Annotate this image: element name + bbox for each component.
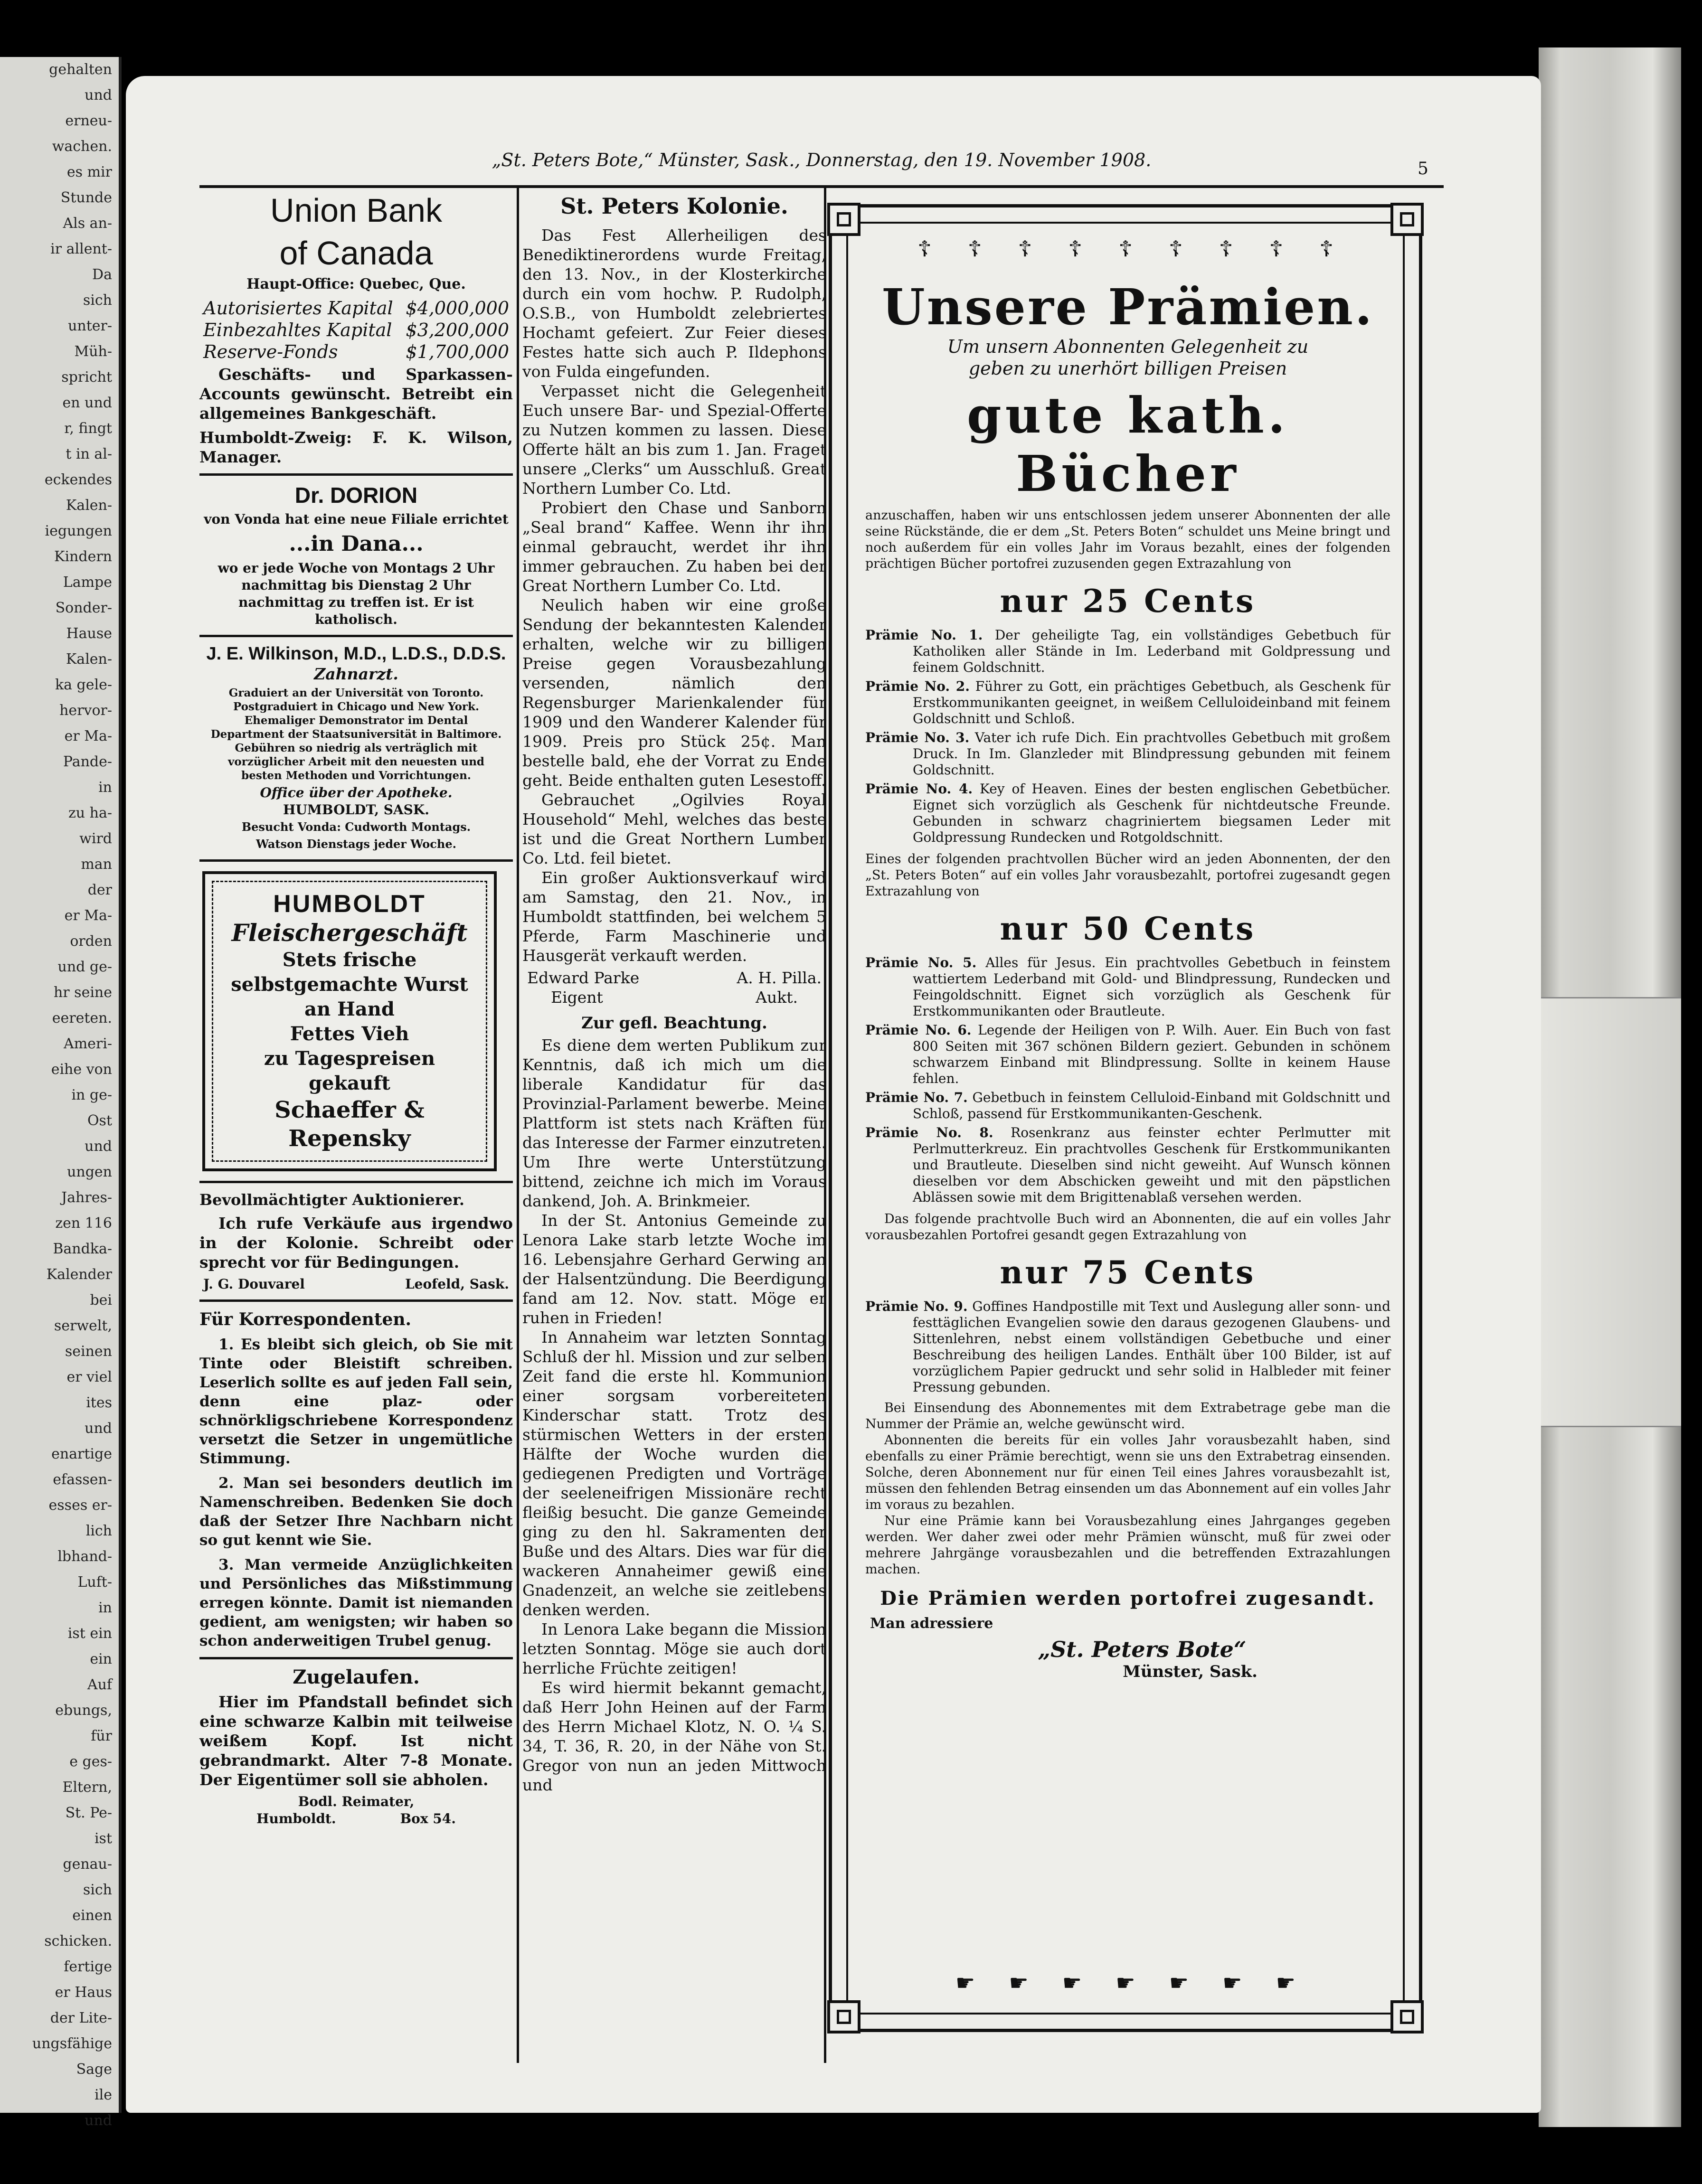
left-page-text-fragment: Müh-	[74, 343, 112, 360]
divider	[199, 1657, 513, 1659]
left-page-text-fragment: und	[85, 1420, 112, 1437]
correspondents-item: 2. Man sei besonders deutlich im Namenschreiben. Bedenken Sie doch daß der Setzer Ihre Nachbarn nicht so gut kennt wie Sie.	[199, 1475, 513, 1549]
price-50: nur 50 Cents	[1000, 910, 1256, 947]
dorion-line1: von Vonda hat eine neue Filiale errichtet	[204, 511, 509, 527]
notice-paragraph: In der St. Antonius Gemeinde zu Lenora Lake starb letzte Woche im 16. Lebensjahre Gerhard Gerwing an der Halsentzündung. Die Beerdigung fand am 12. Nov. statt. Möge er ruhen in Frieden!	[522, 1211, 826, 1327]
left-page-text-fragment: orden	[70, 933, 112, 950]
sign-right-name: A. H. Pilla.	[737, 969, 822, 987]
butcher-line: zu Tagespreisen	[264, 1047, 435, 1070]
bank-capital-row	[199, 297, 513, 319]
left-page-text-fragment: wachen.	[52, 138, 112, 155]
left-page-text-fragment: und	[85, 2112, 112, 2129]
left-page-text-fragment: wird	[79, 830, 112, 847]
notice-paragraph: In Lenora Lake begann die Mission letzten Sonntag. Möge sie auch dort herrliche Früchte zeitigen!	[522, 1620, 826, 1677]
left-page-text-fragment: schicken.	[44, 1933, 112, 1949]
ad-closing: Nur eine Prämie kann bei Vorausbezahlung eines Jahrganges gegeben werden. Wer daher zwei oder mehr Prämien wünscht, muß für zwei oder mehrere Jahrgänge vorausbezahlen und die betreffenden Extrazahlungen machen.	[865, 1514, 1390, 1577]
dorion-in-dana: ...in Dana...	[289, 532, 424, 556]
left-page-text-fragment: ka gele-	[55, 677, 112, 693]
right-page-edge	[1539, 47, 1681, 2127]
premium-label: Prämie No. 9.	[865, 1299, 968, 1314]
left-page-fragment	[0, 57, 122, 2129]
notice-title: Zur gefl. Beachtung.	[581, 1014, 767, 1033]
left-page-text-fragment: Kalender	[46, 1266, 112, 1283]
wilkinson-text: Graduiert an der Universität von Toronto. Postgraduiert in Chicago und New York. Ehemaliger Demonstrator im Dental Department der Staatsuniversität in Baltimore. Gebühren so niedrig als verträglich mit vorzüglicher Arbeit mit den neuesten und besten Methoden und Vorrichtungen.	[210, 687, 502, 782]
left-page-text-fragment: lbhand-	[57, 1548, 112, 1565]
cross-icon: ☦	[1269, 236, 1284, 262]
cross-icon: ☦	[1018, 236, 1032, 262]
left-page-text-fragment: Jahres-	[61, 1189, 112, 1206]
left-page-text-fragment: iegungen	[45, 523, 112, 539]
bank-name-line1: Union Bank	[270, 192, 442, 229]
premium-ad	[829, 204, 1422, 2032]
left-page-text-fragment: ir allent-	[50, 241, 112, 257]
page-number: 5	[1418, 159, 1428, 179]
left-page-text-fragment: sich	[83, 1882, 112, 1898]
premium-text: Vater ich rufe Dich. Ein prachtvolles Gebetbuch mit großem Druck. In Im. Glanzleder mit Blindpressung gebunden mit feinem Goldschnitt.	[913, 730, 1391, 778]
price-75: nur 75 Cents	[1000, 1254, 1256, 1291]
left-page-text-fragment: seinen	[65, 1343, 112, 1360]
news-paragraph: Probiert den Chase und Sanborn „Seal brand“ Kaffee. Wenn ihr ihn einmal gebraucht, werdet ihr ihn immer gebrauchen. Zu haben bei der Great Northern Lumber Co. Ltd.	[522, 499, 826, 595]
wilkinson-office: Office über der Apotheke.	[260, 785, 453, 800]
left-page-text-fragment: hervor-	[59, 702, 112, 719]
auction-sign-roles	[522, 988, 826, 1007]
premium-item	[865, 1125, 1390, 1205]
left-page-text-fragment: zu ha-	[68, 805, 112, 821]
left-page-text-fragment: Luft-	[77, 1574, 112, 1591]
left-page-text-fragment: und	[85, 87, 112, 104]
premium-text: Gebetbuch in feinstem Celluloid-Einband mit Goldschnitt und Schloß, passend für Erstkommunikanten-Geschenk.	[913, 1090, 1390, 1121]
page-fold	[1524, 997, 1681, 1427]
notice-paragraph: Es wird hiermit bekannt gemacht, daß Herr John Heinen auf der Farm des Herrn Michael Klotz, N. O. ¼ S. 34, T. 36, R. 20, in der Nähe von St. Gregor von nun an jeden Mittwoch und	[522, 1678, 826, 1794]
butcher-title: HUMBOLDT	[273, 890, 426, 918]
premium-label: Prämie No. 5.	[865, 955, 977, 970]
left-page-text-fragment: r, fingt	[64, 420, 112, 437]
left-page-text-fragment: Kalen-	[66, 651, 112, 668]
correspondents-title: Für Korrespondenten.	[199, 1309, 412, 1329]
cross-icon: ☦	[1168, 236, 1183, 262]
capital-label: Reserve-Fonds	[203, 341, 338, 362]
colony-title: St. Peters Kolonie.	[560, 193, 788, 219]
premium-ad-content	[865, 279, 1390, 1681]
premium-item	[865, 730, 1390, 778]
left-page-text-fragment: Da	[92, 266, 112, 283]
left-page-text-fragment: enartige	[51, 1446, 112, 1462]
page-header: „St. Peters Bote,“ Münster, Sask., Donnerstag, den 19. November 1908.	[492, 150, 1152, 170]
left-page-text-fragment: efassen-	[53, 1471, 112, 1488]
premium-text: Der geheiligte Tag, ein vollständiges Gebetbuch für Katholiken aller Stände in Im. Lederband mit Goldpressung und feinem Goldschnitt.	[913, 627, 1391, 675]
premium-label: Prämie No. 4.	[865, 781, 973, 797]
stray-signer: Bodl. Reimater,	[298, 1794, 415, 1809]
wilkinson-subtitle: Zahnarzt.	[314, 665, 398, 683]
left-page-text-fragment: en und	[62, 395, 112, 411]
auctioneer-name: J. G. Douvarel	[203, 1276, 305, 1292]
left-page-text-fragment: erneu-	[65, 113, 112, 129]
left-page-text-fragment: Sage	[76, 2061, 112, 2078]
stray-sign-row	[199, 1810, 513, 1827]
capital-value: $1,700,000	[406, 341, 509, 362]
price-25: nur 25 Cents	[1000, 583, 1256, 620]
left-page-text-fragment: der	[87, 882, 112, 898]
hand-icon: ☛	[1062, 1970, 1082, 1996]
ornament-row-top	[917, 236, 1333, 262]
premium-item	[865, 1090, 1390, 1122]
premium-text: Führer zu Gott, ein prächtiges Gebetbuch, als Geschenk für Erstkommunikanten geeignet, in weißem Celluloideinband mit feinem Goldschnitt und Schloß.	[913, 678, 1391, 726]
premium-text: Legende der Heiligen von P. Wilh. Auer. Ein Buch von fast 800 Seiten mit 367 schönen Bildern geziert. Gebunden in schönem schwarzem Einband mit Blindpressung. Sollte in keinem Hause fehlen.	[913, 1022, 1391, 1086]
left-page-text-fragment: ungen	[67, 1164, 112, 1180]
left-page-text-fragment: zen 116	[55, 1215, 112, 1232]
ad-corner-ornament	[827, 203, 860, 236]
left-page-text-fragment: Ameri-	[64, 1036, 112, 1052]
left-page-text-fragment: eihe von	[51, 1061, 112, 1078]
sign-left-name: Edward Parke	[527, 969, 640, 987]
left-page-text-fragment: ile	[95, 2087, 112, 2103]
ad-corner-ornament	[1390, 2000, 1424, 2033]
ad-title: Unsere Prämien.	[881, 278, 1374, 336]
divider	[199, 1299, 513, 1302]
auctioneer-text: Ich rufe Verkäufe aus irgendwo in der Kolonie. Schreibt oder sprecht vor für Bedingungen.	[199, 1214, 513, 1271]
premium-item	[865, 1299, 1390, 1395]
left-page-text-fragment: der Lite-	[50, 2010, 112, 2026]
left-page-text-fragment: ungsfähige	[32, 2035, 112, 2052]
stray-title: Zugelaufen.	[293, 1666, 420, 1688]
dorion-title: Dr. DORION	[294, 483, 418, 508]
ad-text-75: Das folgende prachtvolle Buch wird an Abonnenten, die auf ein volles Jahr vorausbezahlen Portofrei gesandt gegen Extrazahlung von	[865, 1212, 1390, 1243]
left-page-text-fragment: serwelt,	[54, 1318, 112, 1334]
correspondents-item: 3. Man vermeide Anzüglichkeiten und Persönliches das Mißstimmung erregen könnte. Damit ist niemanden gedient, am wenigsten; wir haben so schon anderweitigen Trubel genug.	[199, 1556, 513, 1649]
premium-item	[865, 781, 1390, 846]
left-page-text-fragment: Pande-	[63, 753, 112, 770]
column-1	[199, 188, 513, 1827]
left-page-text-fragment: Stunde	[60, 189, 112, 206]
column-rule-1	[517, 188, 519, 2063]
divider	[199, 635, 513, 637]
premium-item	[865, 678, 1390, 727]
divider	[199, 1181, 513, 1183]
stray-text: Hier im Pfandstall befindet sich eine schwarze Kalbin mit teilweise weißem Kopf. Ist nicht gebrandmarkt. Alter 7-8 Monate. Der Eigentümer soll sie abholen.	[199, 1693, 513, 1789]
left-page-text-fragment: in	[98, 1600, 112, 1616]
correspondents-item: 1. Es bleibt sich gleich, ob Sie mit Tinte oder Bleistift schreiben. Leserlich sollte es auf jeden Fall sein, denn eine plaz- oder schnörkligschriebene Korrespondenz versetzt die Setzer in ungemütliche Stimmung.	[199, 1336, 513, 1467]
ad-closing: Bei Einsendung des Abonnementes mit dem Extrabetrage gebe man die Nummer der Prämie an, welche gewünscht wird.	[865, 1401, 1390, 1431]
cross-icon: ☦	[967, 236, 982, 262]
left-page-text-fragment: in	[98, 779, 112, 796]
bank-capital-row	[199, 341, 513, 363]
premium-text: Key of Heaven. Eines der besten englischen Gebetbücher. Eignet sich vorzüglich als Geschenk für nichtdeutsche Freunde. Gebunden in schwarz chagriniertem biegsamen Leder mit Goldpressung Rundecken und Rotgoldschnitt.	[913, 781, 1391, 845]
ad-books-headline: gute kath. Bücher	[966, 386, 1289, 503]
notice-paragraph: In Annaheim war letzten Sonntag Schluß der hl. Mission und zur selben Zeit fand die erste hl. Kommunion einer sorgsam vorbereiteten Kinderschar statt. Trotz des stürmischen Wetters in der ersten Hälfte der Woche wurden die gediegenen Predigten und Vorträge der seeleneifrigen Missionäre recht fleißig besucht. Die ganze Gemeinde ging zu den hl. Sakramenten der Buße und des Altars. Dies war für die wackeren Annaheimer gewiß eine Gnadenzeit, an welche sie zeitlebens denken werden.	[522, 1328, 826, 1619]
hand-icon: ☛	[1116, 1970, 1135, 1996]
hand-icon: ☛	[955, 1970, 975, 1996]
left-page-text-fragment: eckendes	[44, 471, 112, 488]
left-page-text-fragment: und ge-	[57, 959, 112, 975]
sign-right-role: Aukt.	[756, 988, 798, 1007]
auctioneer-place: Leofeld, Sask.	[405, 1276, 509, 1292]
capital-label: Autorisiertes Kapital	[203, 298, 393, 319]
auction-sign-names	[522, 968, 826, 988]
news-paragraph: Ein großer Auktionsverkauf wird am Samstag, den 21. Nov., in Humboldt stattfinden, bei welchem 5 Pferde, Farm Maschinerie und Hausgerät verkauft werden.	[522, 868, 826, 965]
butcher-line: gekauft	[309, 1072, 390, 1094]
left-page-text-fragment: er Ma-	[64, 728, 112, 744]
bank-head-office: Haupt-Office: Quebec, Que.	[246, 276, 466, 292]
butcher-line: selbstgemachte Wurst	[231, 973, 468, 996]
auctioneer-title: Bevollmächtigter Auktionierer.	[199, 1191, 465, 1209]
wilkinson-title: J. E. Wilkinson, M.D., L.D.S., D.D.S.	[206, 644, 506, 664]
left-page-text-fragment: ites	[86, 1394, 112, 1411]
ad-corner-ornament	[1390, 203, 1424, 236]
ad-address-place: Münster, Sask.	[1123, 1662, 1258, 1681]
bank-name-line2: of Canada	[279, 235, 433, 272]
left-page-text-fragment: fertige	[64, 1958, 112, 1975]
left-page-text-fragment: und	[85, 1138, 112, 1155]
left-page-text-fragment: Als an-	[63, 215, 112, 232]
ad-address-label: Man adressiere	[870, 1615, 993, 1632]
news-paragraph: Gebrauchet „Ogilvies Royal Household“ Mehl, welches das beste ist und die Great Northern Lumber Co. Ltd. feil bietet.	[522, 791, 826, 867]
left-page-text-fragment: eereten.	[52, 1010, 112, 1026]
premium-label: Prämie No. 1.	[865, 627, 983, 643]
ad-corner-ornament	[827, 2000, 860, 2033]
cross-icon: ☦	[917, 236, 932, 262]
bank-capital-row	[199, 319, 513, 341]
premium-label: Prämie No. 2.	[865, 678, 970, 694]
left-page-text-fragment: Lampe	[63, 574, 112, 591]
left-page-text-fragment: Ost	[87, 1112, 112, 1129]
ad-middle-text: Eines der folgenden prachtvollen Bücher wird an jeden Abonnenten, der den „St. Peters Boten“ auf ein volles Jahr vorausbezahlt, portofrei zugesandt gegen Extrazahlung von	[865, 852, 1390, 899]
sign-left-role: Eigent	[551, 988, 603, 1007]
premium-item	[865, 1022, 1390, 1087]
left-page-text-fragment: einen	[72, 1907, 112, 1924]
left-page-text-fragment: Bandka-	[53, 1241, 112, 1257]
left-page-text-fragment: e ges-	[69, 1753, 112, 1770]
ornament-row-bottom	[955, 1970, 1295, 1996]
butcher-ad	[202, 871, 497, 1171]
premium-label: Prämie No. 7.	[865, 1090, 968, 1105]
premium-item	[865, 627, 1390, 676]
auctioneer-sign	[199, 1276, 513, 1293]
ad-closing: Abonnenten die bereits für ein volles Jahr vorausbezahlt haben, sind ebenfalls zu einer Prämie berechtigt, wenn sie uns den Extrabetrag einsenden. Solche, deren Abonnement nur für einen Teil eines Jahres vorausbezahlt ist, müssen den fehlenden Betrag einsenden um das Abonnement auf ein volles Jahr im voraus zu bezahlen.	[865, 1433, 1390, 1512]
left-page-text-fragment: man	[81, 856, 112, 873]
left-page-text-fragment: ebungs,	[55, 1702, 112, 1719]
premium-label: Prämie No. 6.	[865, 1022, 972, 1038]
cross-icon: ☦	[1068, 236, 1083, 262]
divider	[199, 859, 513, 862]
hand-icon: ☛	[1169, 1970, 1189, 1996]
premium-text: Rosenkranz aus feinster echter Perlmutter mit Perlmutterkreuz. Ein prachtvolles Geschenk für Erstkommunikanten und Brautleute. Dieselben sind nicht geweiht. Auf Wunsch können dieselben vor dem Abschicken geweiht und mit den päpstlichen Ablässen sowie mit dem Brigittenablaß versehen werden.	[913, 1125, 1391, 1205]
ad-address-name: „St. Peters Bote“	[1038, 1637, 1247, 1662]
bank-capital-table	[199, 297, 513, 363]
left-page-text-fragment: genau-	[63, 1856, 112, 1873]
left-page-text-fragment: gehalten	[49, 61, 112, 78]
left-page-text-fragment: bei	[90, 1292, 112, 1309]
divider	[199, 473, 513, 476]
capital-value: $3,200,000	[406, 320, 509, 340]
left-page-text-fragment: unter-	[68, 318, 112, 334]
hand-icon: ☛	[1222, 1970, 1242, 1996]
ad-intro: anzuschaffen, haben wir uns entschlossen jedem unserer Abonnenten der alle seine Rückstände, die er dem „St. Peters Boten“ schuldet uns Meine bringt und noch außerdem für ein volles Jahr im Voraus bezahlt, eines der folgenden prächtigen Bücher portofrei zuzusenden gegen Extrazahlung von	[865, 508, 1390, 571]
butcher-ad-inner	[212, 881, 487, 1162]
cross-icon: ☦	[1118, 236, 1133, 262]
left-page-text-fragment: für	[91, 1728, 112, 1744]
premium-label: Prämie No. 8.	[865, 1125, 993, 1140]
news-paragraph: Neulich haben wir eine große Sendung der bekanntesten Kalender erhalten, welche wir zu billigen Preise gegen Vorausbezahlung versenden, nämlich den Regensburger Marienkalender für 1909 und den Wanderer Kalender für 1909. Preis pro Stück 25¢. Man bestelle bald, ehe der Vorrat zu Ende geht. Beide enthalten guten Lesestoff.	[522, 596, 826, 790]
stray-box: Box 54.	[400, 1811, 456, 1826]
bank-branch: Humboldt-Zweig: F. K. Wilson, Manager.	[199, 428, 513, 466]
butcher-subtitle: Fleischergeschäft	[231, 919, 468, 947]
left-page-text-fragment: es mir	[66, 164, 112, 180]
cross-icon: ☦	[1219, 236, 1233, 262]
dorion-text: wo er jede Woche von Montags 2 Uhr nachmittag bis Dienstag 2 Uhr nachmittag zu treffen ist. Er ist katholisch.	[217, 560, 495, 627]
ad-footer: Die Prämien werden portofrei zugesandt.	[880, 1587, 1376, 1610]
wilkinson-visits: Besucht Vonda: Cudworth Montags. Watson Dienstags jeder Woche.	[241, 820, 471, 851]
premium-item	[865, 955, 1390, 1019]
left-page-text-fragment: er Ma-	[64, 907, 112, 924]
left-page-text-fragment: ist	[94, 1830, 112, 1847]
bank-text: Geschäfts- und Sparkassen-Accounts gewünscht. Betreibt ein allgemeines Bankgeschäft.	[199, 365, 513, 423]
left-page-text-fragment: esses er-	[48, 1497, 112, 1514]
premium-text: Alles für Jesus. Ein prachtvolles Gebetbuch in feinstem wattiertem Lederband mit Gold- und Blindpressung, Rundecken und Feingoldschnitt. Eignet sich vorzüglich als Geschenk für Erstkommunikanten oder Brautleute.	[913, 955, 1391, 1019]
hand-icon: ☛	[1276, 1970, 1295, 1996]
capital-value: $4,000,000	[406, 298, 509, 319]
capital-label: Einbezahltes Kapital	[203, 320, 392, 340]
left-page-text-fragment: St. Pe-	[65, 1805, 112, 1821]
ad-subtitle: Um unsern Abonnenten Gelegenheit zu geben zu unerhört billigen Preisen	[947, 336, 1309, 379]
stray-place: Humboldt.	[256, 1811, 336, 1826]
column-2	[522, 188, 826, 1795]
left-page-text-fragment: sich	[83, 292, 112, 309]
left-page-text-fragment: Hause	[66, 625, 112, 642]
left-page-text-fragment: lich	[85, 1523, 112, 1539]
left-page-text-fragment: ein	[90, 1651, 112, 1667]
notice-paragraph: Es diene dem werten Publikum zur Kenntnis, daß ich mich um die liberale Kandidatur für das Provinzial-Parlament bewerbe. Meine Plattform ist stets nach Kräften für das Interesse der Farmer einzutreten. Um Ihre werte Unterstützung bittend, zeichne ich mich im Voraus dankend, Joh. A. Brinkmeier.	[522, 1036, 826, 1210]
left-page-text-fragment: er viel	[66, 1369, 112, 1385]
left-page-text-fragment: in ge-	[71, 1087, 112, 1103]
left-page-text-fragment: Sonder-	[55, 600, 112, 616]
left-page-text-fragment: spricht	[61, 369, 112, 386]
cross-icon: ☦	[1319, 236, 1333, 262]
left-page-text-fragment: Eltern,	[62, 1779, 112, 1796]
left-page-text-fragment: Kalen-	[66, 497, 112, 514]
news-paragraph: Das Fest Allerheiligen des Benediktinerordens wurde Freitag, den 13. Nov., in der Klosterkirche durch ein vom hochw. P. Rudolph, O.S.B., von Humboldt zelebriertes Hochamt gefeiert. Zur Feier dieses Festes hatte sich auch P. Ildephons von Fulda eingefunden.	[522, 226, 826, 381]
premium-text: Goffines Handpostille mit Text und Auslegung aller sonn- und festtäglichen Evangelien sowie den daraus gezogenen Glaubens- und Sittenlehren, nebst einem vollständigen Gebetbuche und einer Beschreibung des heiligen Landes. Enthält über 100 Bilder, ist auf vorzüglichem Papier gedruckt und sehr solid in Halbleder mit feiner Pressung gebunden.	[913, 1299, 1390, 1395]
left-page-text-fragment: Auf	[87, 1676, 112, 1693]
butcher-line: an Hand	[304, 998, 395, 1020]
butcher-line: Fettes Vieh	[290, 1023, 409, 1045]
left-page-text-fragment: er Haus	[55, 1984, 112, 2001]
left-page-text-fragment: hr seine	[53, 984, 112, 1001]
left-page-text-fragment: Kindern	[54, 548, 112, 565]
butcher-owner: Schaeffer & Repensky	[274, 1097, 425, 1152]
butcher-line: Stets frische	[282, 949, 417, 971]
wilkinson-town: HUMBOLDT, SASK.	[283, 802, 429, 818]
left-page-text-fragment: t in al-	[66, 446, 112, 462]
left-page-text-fragment: ist ein	[67, 1625, 112, 1642]
news-paragraph: Verpasset nicht die Gelegenheit Euch unsere Bar- und Spezial-Offerte zu Nutzen kommen zu lassen. Diese Offerte hält an bis zum 1. Jan. Fraget unsere „Clerks“ um Ausschluß. Great Northern Lumber Co. Ltd.	[522, 382, 826, 498]
hand-icon: ☛	[1009, 1970, 1029, 1996]
premium-label: Prämie No. 3.	[865, 730, 970, 745]
